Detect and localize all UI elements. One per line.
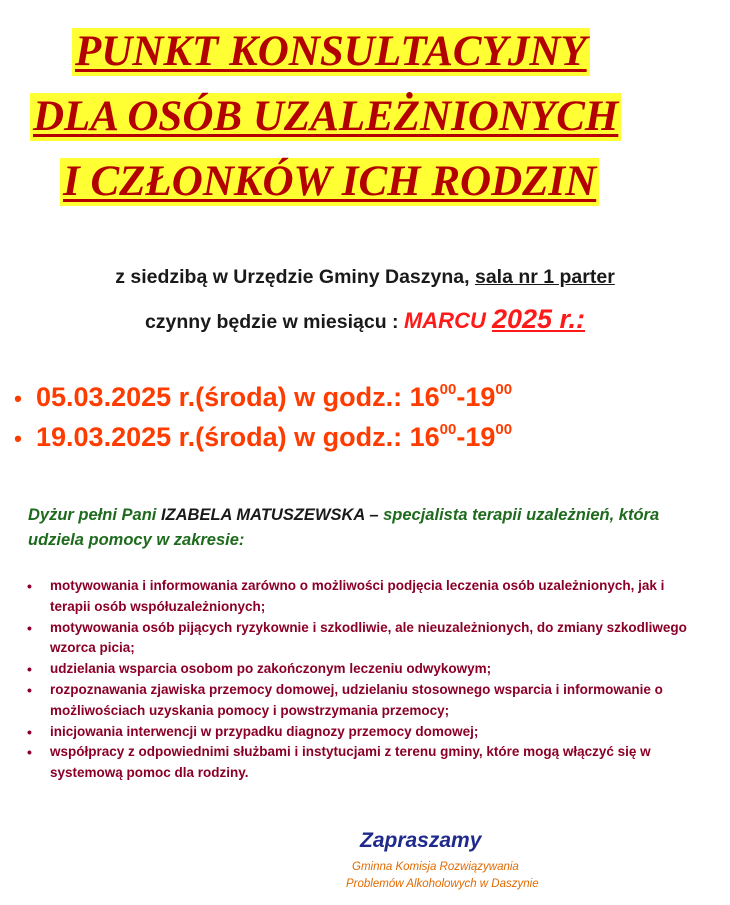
time-to-sup: 00 — [495, 381, 513, 398]
list-item: • inicjowania interwencji w przypadku diagnozy przemocy domowej; — [26, 722, 706, 743]
title-line-1: PUNKT KONSULTACYJNY — [72, 28, 590, 76]
list-item: • motywowania osób pijących ryzykownie i szkodliwie, ale nieuzależnionych, do zmiany szkodliwego wzorca picia; — [26, 618, 706, 660]
time-from-sup: 00 — [439, 421, 457, 438]
time-dash: -19 — [456, 382, 496, 412]
list-item: • współpracy z odpowiednimi służbami i instytucjami z terenu gminy, które mogą włączyć się w systemową pomoc dla rodziny. — [26, 742, 706, 784]
signature-line-2: Problemów Alkoholowych w Daszynie — [346, 878, 539, 890]
scope-list — [26, 576, 706, 784]
duty-suffix: specjalista terapii uzależnień, która udziela pomocy w zakresie: — [28, 506, 660, 549]
list-item: • rozpoznawania zjawiska przemocy domowej, udzielaniu stosownego wsparcia i informowanie o możliwościach uzyskania pomocy i powstrzymania przemocy; — [26, 680, 706, 722]
date-item-1 — [0, 382, 512, 413]
list-item: • udzielania wsparcia osobom po zakończonym leczeniu odwykowym; — [26, 659, 706, 680]
month-label — [403, 304, 586, 334]
time-to-sup: 00 — [495, 421, 513, 438]
duty-prefix: Dyżur pełni Pani — [28, 506, 161, 524]
date-text: 05.03.2025 r.(środa) w godz.: 16 — [36, 382, 440, 412]
seat-line — [0, 266, 730, 289]
month-year: 2025 r.: — [491, 304, 586, 334]
invite-text: Zapraszamy — [360, 829, 482, 852]
time-dash: -19 — [456, 422, 496, 452]
specialist-name: IZABELA MATUSZEWSKA — [160, 506, 365, 524]
duty-dash: – — [364, 506, 384, 524]
active-month-line — [0, 304, 730, 335]
bullet-icon: • — [14, 385, 22, 411]
month-name: MARCU — [403, 308, 492, 333]
list-item: • motywowania i informowania zarówno o możliwości podjęcia leczenia osób uzależnionych, jak i terapii osób współuzależnionych; — [26, 576, 706, 618]
time-from-sup: 00 — [439, 381, 457, 398]
bullet-icon: • — [14, 425, 22, 451]
seat-prefix: z siedzibą w Urzędzie Gminy Daszyna, — [115, 266, 475, 288]
title-line-3: I CZŁONKÓW ICH RODZIN — [60, 158, 599, 206]
signature-line-1: Gminna Komisja Rozwiązywania — [352, 861, 519, 873]
date-text: 19.03.2025 r.(środa) w godz.: 16 — [36, 422, 440, 452]
room-label: sala nr 1 parter — [474, 266, 615, 288]
active-text: czynny będzie w miesiącu : — [144, 311, 404, 333]
date-item-2 — [0, 422, 512, 453]
duty-paragraph — [28, 503, 678, 553]
title-line-2: DLA OSÓB UZALEŻNIONYCH — [30, 93, 621, 141]
